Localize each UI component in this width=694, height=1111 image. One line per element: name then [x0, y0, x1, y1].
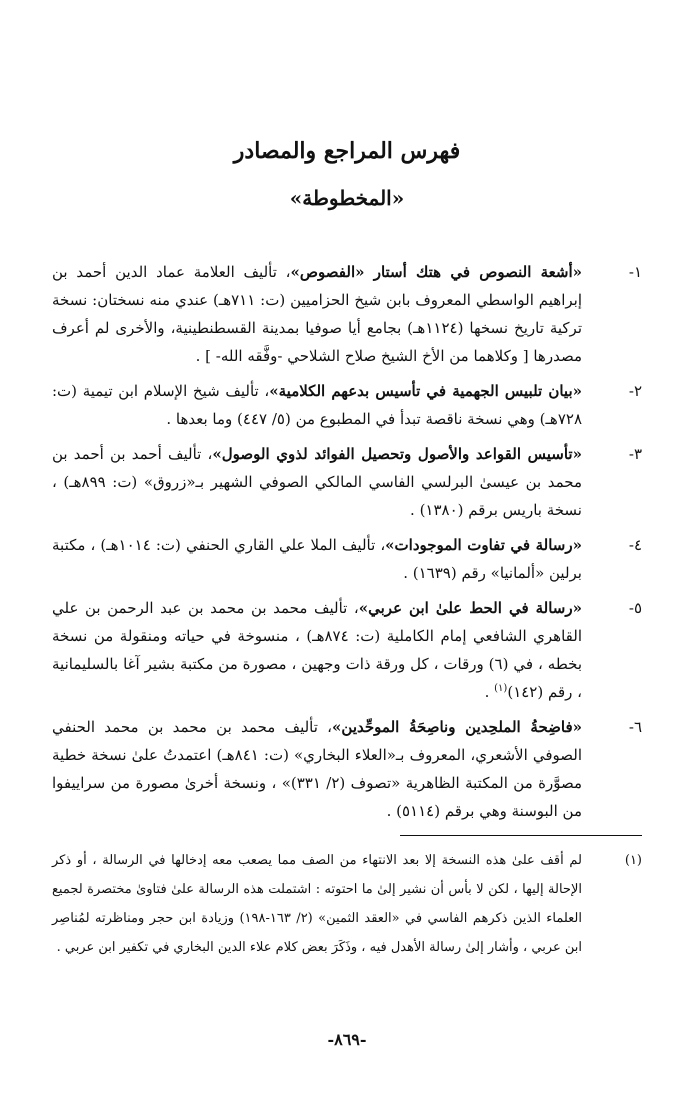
reference-entry: [52, 713, 642, 825]
page-number: -٨٦٩-: [327, 1030, 367, 1049]
entry-text: [52, 713, 582, 825]
entry-title: «أشعة النصوص في هتك أستار «الفصوص»: [290, 263, 582, 281]
entry-text: [52, 258, 582, 370]
entry-text: [52, 594, 582, 706]
entry-description: ، تأليف العلامة عماد الدين أحمد بن إبراهيم الواسطي المعروف بابن شيخ الحزاميين (ت: ٧١١هـ) عندي منه نسختان: نسخة تركية تاريخ نسخها (١١٢٤هـ) بجامع أيا صوفيا بمدينة القسطنطينية، والأخرى لم أعرف مصدرها [ وكلاهما من الأخ الشيخ صلاح الشلاحي -وفَّقه الله- ] .: [52, 263, 582, 365]
reference-entry: [52, 531, 642, 587]
entry-description-end: .: [484, 683, 495, 701]
entry-number: ٢-: [628, 382, 642, 400]
entry-number: ٤-: [628, 536, 642, 554]
footnote-reference[interactable]: (١): [494, 683, 508, 694]
entry-title: «بيان تلبيس الجهمية في تأسيس بدعهم الكلامية»: [269, 382, 583, 400]
entry-title: «فاضِحةُ الملحِدين وناصِحَةُ الموحِّدين»: [332, 718, 582, 736]
footnote-number: (١): [624, 853, 642, 868]
footnote-text: لم أقف علىٰ هذه النسخة إلا بعد الانتهاء من الصف مما يصعب معه إدخالها في الرسالة ، أو ذكر الإحالة إليها ، لكن لا بأس أن نشير إلىٰ ما احتوته : اشتملت هذه الرسالة علىٰ فتاوىٰ مختصرة لجميع العلماء الذين ذكرهم الفاسي في «العقد الثمين» (٢/ ١٦٣-١٩٨) وزيادة ابن حجر ومناظرته لمُناصِر ابن عربي ، وأشار إلىٰ رسالة الأهدل فيه ، وذَكَرَ بعض كلام علاء الدين البخاري في تكفير ابن عربي .: [52, 853, 582, 955]
entry-text: [52, 377, 582, 433]
page-title: فهرس المراجع والمصادر: [233, 138, 461, 164]
reference-entry: [52, 258, 642, 370]
entry-text: [52, 440, 582, 524]
entry-number: ٣-: [628, 445, 642, 463]
entry-title: «رسالة في تفاوت الموجودات»: [385, 536, 582, 554]
entry-description: ، تأليف أحمد بن أحمد بن محمد بن عيسىٰ البرلسي الفاسي المالكي الصوفي الشهير بـ«زروق» (ت: ٨٩٩هـ) ، نسخة باريس برقم (١٣٨٠) .: [52, 445, 582, 519]
footnote: [52, 846, 642, 962]
entry-number: ٦-: [628, 718, 642, 736]
entry-number: ١-: [628, 263, 642, 281]
entry-description: ، تأليف الملا علي القاري الحنفي (ت: ١٠١٤هـ) ، مكتبة برلين «ألمانيا» رقم (١٦٣٩) .: [52, 536, 582, 582]
footnote-divider: [400, 835, 642, 836]
page-subtitle: «المخطوطة»: [289, 186, 405, 210]
entry-number: ٥-: [628, 599, 642, 617]
entry-description: ، تأليف محمد بن محمد بن عبد الرحمن بن علي القاهري الشافعي إمام الكاملية (ت: ٨٧٤هـ) ، منسوخة في حياته ومنقولة من نسخة بخطه ، في (٦) ورقات ، كل ورقة ذات وجهين ، مصورة من مكتبة بشير آغا بالسليمانية ، رقم (١٤٢): [52, 599, 583, 701]
entry-description: ، تأليف محمد بن محمد بن محمد الحنفي الصوفي الأشعري، المعروف بـ«العلاء البخاري» (ت: ٨٤١هـ) اعتمدتُ علىٰ نسخة خطية مصوَّرة من المكتبة الظاهرية «تصوف (٢/ ٣٣١)» ، ونسخة أخرىٰ مصورة من سراييفوا من البوسنة وهي برقم (٥١١٤) .: [52, 718, 583, 820]
references-list: [52, 258, 642, 832]
entry-description: ، تأليف شيخ الإسلام ابن تيمية (ت: ٧٢٨هـ) وهي نسخة ناقصة تبدأ في المطبوع من (٥/ ٤٤٧) وما بعدها .: [52, 382, 582, 428]
reference-entry: [52, 594, 642, 706]
entry-title: «تأسيس القواعد والأصول وتحصيل الفوائد لذوي الوصول»: [212, 445, 582, 463]
entry-title: «رسالة في الحط علىٰ ابن عربي»: [358, 599, 582, 617]
reference-entry: [52, 377, 642, 433]
reference-entry: [52, 440, 642, 524]
entry-text: [52, 531, 582, 587]
